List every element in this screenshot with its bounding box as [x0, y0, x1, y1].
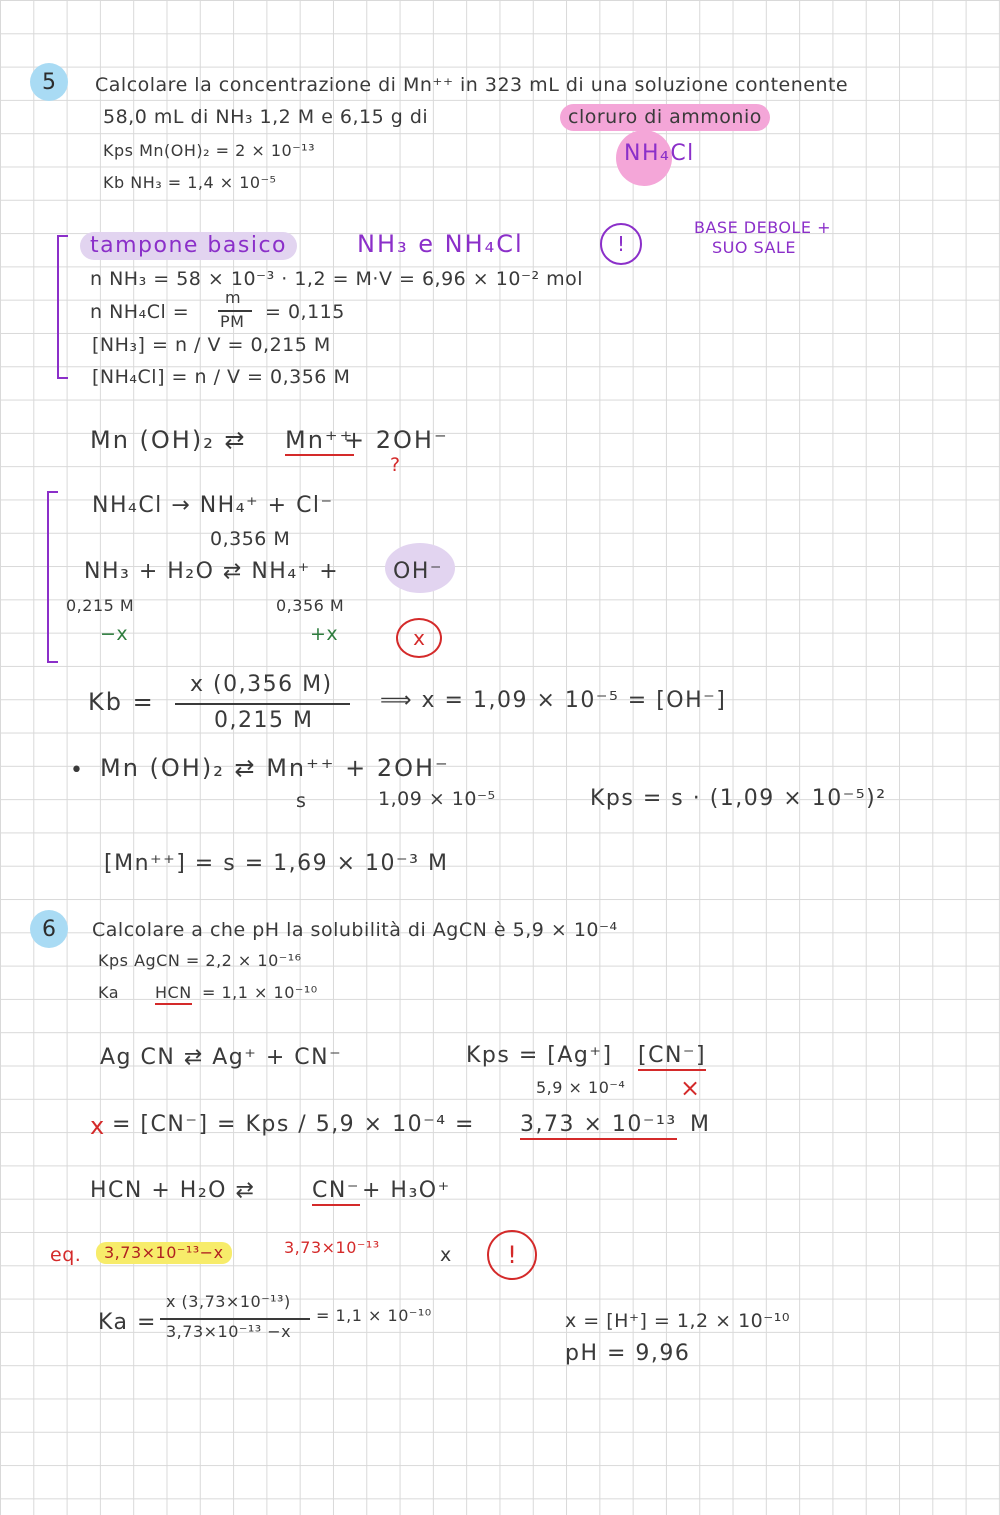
equation: + 2OH⁻ [344, 426, 449, 454]
warning-icon [487, 1230, 537, 1280]
ka-value: = 1,1 × 10⁻¹⁰ [316, 1306, 432, 1325]
h-concentration: x = [H⁺] = 1,2 × 10⁻¹⁰ [565, 1310, 791, 1332]
fraction-bar [175, 703, 350, 705]
given-constant: Kb NH₃ = 1,4 × 10⁻⁵ [103, 173, 277, 192]
given-constant: Ka [98, 983, 120, 1002]
equation: Mn (OH)₂ ⇄ Mn⁺⁺ + 2OH⁻ [100, 754, 450, 782]
concentration: 0,356 M [210, 528, 291, 550]
fraction-denominator: PM [220, 312, 245, 331]
side-note: SUO SALE [712, 238, 796, 257]
equation: NH₃ + H₂O ⇄ NH₄⁺ + [84, 559, 340, 584]
concentration: 0,215 M [66, 596, 135, 615]
highlighted-reagent: cloruro di ammonio [560, 104, 770, 131]
solubility-value: 5,9 × 10⁻⁴ [536, 1078, 626, 1097]
fraction-denominator: 3,73×10⁻¹³ −x [166, 1322, 292, 1341]
equilibrium-label: eq. [50, 1244, 82, 1266]
given-constant-underlined: HCN [155, 985, 192, 1005]
bullet: • [70, 758, 85, 783]
equilibrium-x: x [440, 1244, 452, 1266]
red-cross: × [680, 1074, 703, 1102]
calc-line: n NH₄Cl = [90, 301, 190, 323]
equation: NH₄Cl → NH₄⁺ + Cl⁻ [92, 493, 334, 518]
exercise-number: 6 [42, 916, 56, 942]
equation-species-underlined: Mn⁺⁺ [285, 426, 355, 454]
equation: HCN + H₂O ⇄ [90, 1178, 256, 1203]
question-mark: ? [390, 454, 401, 476]
warning-icon [600, 223, 642, 265]
purple-bracket [44, 490, 64, 666]
equilibrium-conc: 3,73×10⁻¹³ [284, 1238, 380, 1257]
given-constant: Kps Mn(OH)₂ = 2 × 10⁻¹³ [103, 141, 316, 160]
kb-result: ⟹ x = 1,09 × 10⁻⁵ = [OH⁻] [380, 688, 727, 713]
fraction-denominator: 0,215 M [214, 708, 314, 733]
buffer-species: NH₃ e NH₄Cl [357, 230, 524, 258]
equation-species-highlighted: OH⁻ [393, 559, 443, 584]
side-note: BASE DEBOLE + [694, 218, 832, 237]
circled-x [396, 618, 442, 658]
calc-line: n NH₃ = 58 × 10⁻³ · 1,2 = M·V = 6,96 × 10⁻² mol [90, 268, 584, 290]
fraction-numerator: x (0,356 M) [190, 672, 333, 697]
cn-concentration: 3,73 × 10⁻¹³ [520, 1114, 677, 1140]
oh-concentration: 1,09 × 10⁻⁵ [378, 788, 496, 810]
final-answer: pH = 9,96 [565, 1341, 691, 1366]
concentration: 0,356 M [276, 596, 345, 615]
calc-line: = [CN⁻] = Kps / 5,9 × 10⁻⁴ = [112, 1112, 475, 1137]
kps-expression: Kps = s · (1,09 × 10⁻⁵)² [590, 786, 887, 811]
exercise-number: 5 [42, 69, 56, 95]
final-answer: [Mn⁺⁺] = s = 1,69 × 10⁻³ M [104, 851, 449, 876]
change-minus-x: −x [100, 623, 129, 645]
kps-expression-underlined: [CN⁻] [638, 1045, 706, 1071]
kb-label: Kb = [88, 688, 155, 716]
change-plus-x: +x [310, 623, 339, 645]
formula-note: NH₄Cl [624, 141, 695, 166]
equation: Mn (OH)₂ ⇄ [90, 426, 247, 454]
problem-statement-line: Calcolare a che pH la solubilità di AgCN è 5,9 × 10⁻⁴ [92, 919, 618, 941]
solubility-label: s [296, 790, 307, 812]
exercise-number-badge [30, 910, 68, 948]
unit: M [690, 1112, 711, 1137]
equilibrium-conc-highlighted: 3,73×10⁻¹³−x [96, 1242, 232, 1264]
circled-x-label: x [413, 626, 425, 650]
given-constant: Kps AgCN = 2,2 × 10⁻¹⁶ [98, 951, 302, 970]
ka-label: Ka = [98, 1310, 157, 1335]
kps-expression: Kps = [Ag⁺] [466, 1043, 613, 1068]
unknown-x: x [90, 1112, 107, 1140]
calc-line: [NH₃] = n / V = 0,215 M [92, 334, 331, 356]
problem-statement-line: 58,0 mL di NH₃ 1,2 M e 6,15 g di [103, 106, 429, 128]
fraction-numerator: x (3,73×10⁻¹³) [166, 1292, 291, 1311]
warning-mark: ! [616, 232, 626, 256]
warning-mark: ! [507, 1241, 517, 1269]
equation-species-underlined: CN⁻ [312, 1180, 360, 1206]
fraction-numerator: m [225, 288, 242, 307]
purple-bracket [54, 234, 74, 382]
buffer-label: tampone basico [80, 232, 297, 260]
calc-line: [NH₄Cl] = n / V = 0,356 M [92, 366, 351, 388]
calc-line: = 0,115 [265, 301, 345, 323]
exercise-number-badge [30, 63, 68, 101]
equation: Ag CN ⇄ Ag⁺ + CN⁻ [100, 1045, 343, 1070]
fraction-bar [160, 1318, 310, 1320]
given-constant: = 1,1 × 10⁻¹⁰ [202, 983, 318, 1002]
problem-statement-line: Calcolare la concentrazione di Mn⁺⁺ in 323 mL di una soluzione contenente [95, 74, 849, 96]
equation: + H₃O⁺ [362, 1178, 451, 1203]
